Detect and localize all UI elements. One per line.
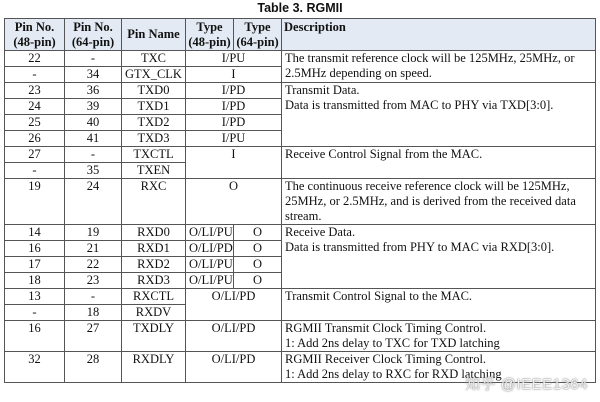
pin-48-cell: 23 bbox=[5, 83, 65, 99]
description-line: Receive Data. bbox=[285, 225, 356, 239]
description-cell: The transmit reference clock will be 125MHz, 25MHz, or 2.5MHz depending on speed. bbox=[282, 51, 596, 83]
type-48-cell: O/LI/PD bbox=[186, 241, 234, 257]
pin-64-cell: 23 bbox=[65, 273, 122, 289]
type-cell: O/LI/PD bbox=[186, 321, 282, 352]
rgmii-pin-table bbox=[4, 18, 596, 383]
description-cell bbox=[282, 83, 596, 147]
pin-name-cell: GTX_CLK bbox=[122, 67, 186, 83]
pin-64-cell: 24 bbox=[65, 179, 122, 225]
pin-64-cell: - bbox=[65, 289, 122, 305]
pin-64-cell: 22 bbox=[65, 257, 122, 273]
type-64-cell: O bbox=[234, 241, 282, 257]
table-row bbox=[5, 321, 596, 352]
description-line: Data is transmitted from MAC to PHY via TXD[3:0]. bbox=[285, 98, 554, 112]
description-cell bbox=[282, 225, 596, 289]
pin-64-cell: 41 bbox=[65, 131, 122, 147]
pin-48-cell: 25 bbox=[5, 115, 65, 131]
pin-64-cell: 40 bbox=[65, 115, 122, 131]
pin-name-cell: RXDV bbox=[122, 305, 186, 321]
pin-48-cell: 32 bbox=[5, 352, 65, 383]
type-cell: I/PD bbox=[186, 115, 282, 131]
type-cell: I/PD bbox=[186, 99, 282, 115]
header-type-64: Type (64-pin) bbox=[234, 19, 282, 51]
header-description: Description bbox=[282, 19, 596, 51]
table-row bbox=[5, 147, 596, 163]
pin-name-cell: TXD0 bbox=[122, 83, 186, 99]
description-cell bbox=[282, 321, 596, 352]
pin-64-cell: 34 bbox=[65, 67, 122, 83]
pin-48-cell: 24 bbox=[5, 99, 65, 115]
header-pin-64: Pin No. (64-pin) bbox=[65, 19, 122, 51]
type-64-cell: O bbox=[234, 273, 282, 289]
pin-name-cell: RXD0 bbox=[122, 225, 186, 241]
type-48-cell: O/LI/PU bbox=[186, 273, 234, 289]
pin-48-cell: - bbox=[5, 67, 65, 83]
pin-48-cell: 14 bbox=[5, 225, 65, 241]
pin-64-cell: 28 bbox=[65, 352, 122, 383]
type-48-cell: O/LI/PU bbox=[186, 225, 234, 241]
table-row bbox=[5, 289, 596, 305]
header-row bbox=[5, 19, 596, 51]
watermark-text: 知乎 @IEEE1364 bbox=[465, 376, 588, 393]
type-cell: I/PU bbox=[186, 51, 282, 67]
header-pin-48: Pin No. (48-pin) bbox=[5, 19, 65, 51]
type-cell: O/LI/PD bbox=[186, 289, 282, 321]
pin-48-cell: 27 bbox=[5, 147, 65, 163]
pin-name-cell: TXC bbox=[122, 51, 186, 67]
table-row bbox=[5, 83, 596, 99]
pin-name-cell: RXC bbox=[122, 179, 186, 225]
pin-name-cell: TXCTL bbox=[122, 147, 186, 163]
table-caption: Table 3. RGMII bbox=[257, 1, 343, 15]
type-64-cell: O bbox=[234, 257, 282, 273]
pin-name-cell: RXD2 bbox=[122, 257, 186, 273]
pin-name-cell: TXD3 bbox=[122, 131, 186, 147]
pin-64-cell: 36 bbox=[65, 83, 122, 99]
pin-48-cell: 19 bbox=[5, 179, 65, 225]
pin-64-cell: - bbox=[65, 147, 122, 163]
pin-name-cell: TXDLY bbox=[122, 321, 186, 352]
pin-name-cell: RXCTL bbox=[122, 289, 186, 305]
pin-name-cell: RXD1 bbox=[122, 241, 186, 257]
pin-64-cell: 19 bbox=[65, 225, 122, 241]
pin-name-cell: RXDLY bbox=[122, 352, 186, 383]
type-cell: O bbox=[186, 179, 282, 225]
pin-48-cell: 26 bbox=[5, 131, 65, 147]
pin-64-cell: 39 bbox=[65, 99, 122, 115]
pin-48-cell: 16 bbox=[5, 321, 65, 352]
type-cell: O/LI/PD bbox=[186, 352, 282, 383]
pin-48-cell: - bbox=[5, 305, 65, 321]
description-line: RGMII Transmit Clock Timing Control. bbox=[285, 321, 487, 335]
pin-name-cell: TXD1 bbox=[122, 99, 186, 115]
description-line: Data is transmitted from PHY to MAC via RXD[3:0]. bbox=[285, 240, 555, 254]
table-row bbox=[5, 51, 596, 67]
pin-48-cell: 13 bbox=[5, 289, 65, 305]
pin-64-cell: 21 bbox=[65, 241, 122, 257]
pin-48-cell: 22 bbox=[5, 51, 65, 67]
pin-64-cell: 27 bbox=[65, 321, 122, 352]
header-type-48: Type (48-pin) bbox=[186, 19, 234, 51]
pin-48-cell: 18 bbox=[5, 273, 65, 289]
header-pin-name: Pin Name bbox=[122, 19, 186, 51]
type-48-cell: O/LI/PU bbox=[186, 257, 234, 273]
description-cell: Receive Control Signal from the MAC. bbox=[282, 147, 596, 179]
table-row bbox=[5, 179, 596, 225]
table-row bbox=[5, 225, 596, 241]
description-line: 1: Add 2ns delay to RXC for RXD latching bbox=[285, 367, 502, 381]
description-cell: The continuous receive reference clock will be 125MHz, 25MHz, or 2.5MHz, and is derived from the received data stream. bbox=[282, 179, 596, 225]
type-cell: I/PD bbox=[186, 83, 282, 99]
description-line: RGMII Receiver Clock Timing Control. bbox=[285, 352, 487, 366]
pin-48-cell: - bbox=[5, 163, 65, 179]
pin-48-cell: 17 bbox=[5, 257, 65, 273]
description-line: 1: Add 2ns delay to TXC for TXD latching bbox=[285, 336, 500, 350]
description-cell: Transmit Control Signal to the MAC. bbox=[282, 289, 596, 321]
pin-64-cell: 35 bbox=[65, 163, 122, 179]
type-64-cell: O bbox=[234, 225, 282, 241]
pin-name-cell: TXEN bbox=[122, 163, 186, 179]
type-cell: I bbox=[186, 147, 282, 179]
pin-64-cell: - bbox=[65, 51, 122, 67]
pin-name-cell: TXD2 bbox=[122, 115, 186, 131]
pin-48-cell: 16 bbox=[5, 241, 65, 257]
type-cell: I/PU bbox=[186, 131, 282, 147]
type-cell: I bbox=[186, 67, 282, 83]
pin-name-cell: RXD3 bbox=[122, 273, 186, 289]
pin-64-cell: 18 bbox=[65, 305, 122, 321]
description-line: Transmit Data. bbox=[285, 83, 360, 97]
